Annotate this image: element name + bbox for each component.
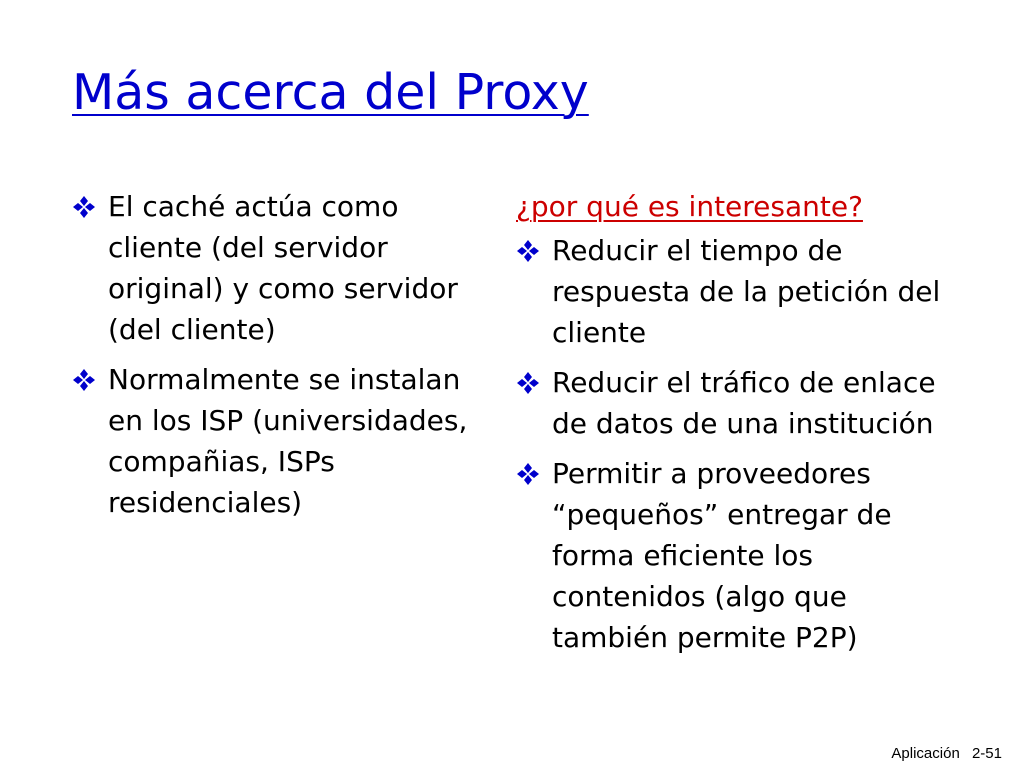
footer-page-number: 2-51 <box>971 745 1002 762</box>
slide-title: Más acerca del Proxy <box>72 64 589 121</box>
slide-footer <box>891 745 1002 762</box>
four-diamond-bullet-icon <box>516 239 540 263</box>
right-column <box>516 186 946 667</box>
four-diamond-bullet-icon <box>72 368 96 392</box>
right-bullet-text: Reducir el tráfico de enlace de datos de una institución <box>552 366 936 440</box>
right-bullet-item <box>516 453 946 658</box>
left-bullet-item <box>72 186 472 350</box>
left-bullet-text: Normalmente se instalan en los ISP (universidades, compañias, ISPs residenciales) <box>108 363 468 519</box>
right-bullet-text: Permitir a proveedores “pequeños” entregar de forma eficiente los contenidos (algo que también permite P2P) <box>552 457 892 654</box>
right-bullet-text: Reducir el tiempo de respuesta de la petición del cliente <box>552 234 941 349</box>
left-bullet-list <box>72 186 472 523</box>
footer-section: Aplicación <box>891 745 960 762</box>
right-bullet-item <box>516 362 946 444</box>
four-diamond-bullet-icon <box>516 371 540 395</box>
right-bullet-list <box>516 230 946 658</box>
left-bullet-text: El caché actúa como cliente (del servidor original) y como servidor (del cliente) <box>108 190 458 346</box>
left-column <box>72 186 472 532</box>
right-bullet-item <box>516 230 946 353</box>
right-column-heading: ¿por qué es interesante? <box>516 190 863 223</box>
left-bullet-item <box>72 359 472 523</box>
four-diamond-bullet-icon <box>516 462 540 486</box>
four-diamond-bullet-icon <box>72 195 96 219</box>
